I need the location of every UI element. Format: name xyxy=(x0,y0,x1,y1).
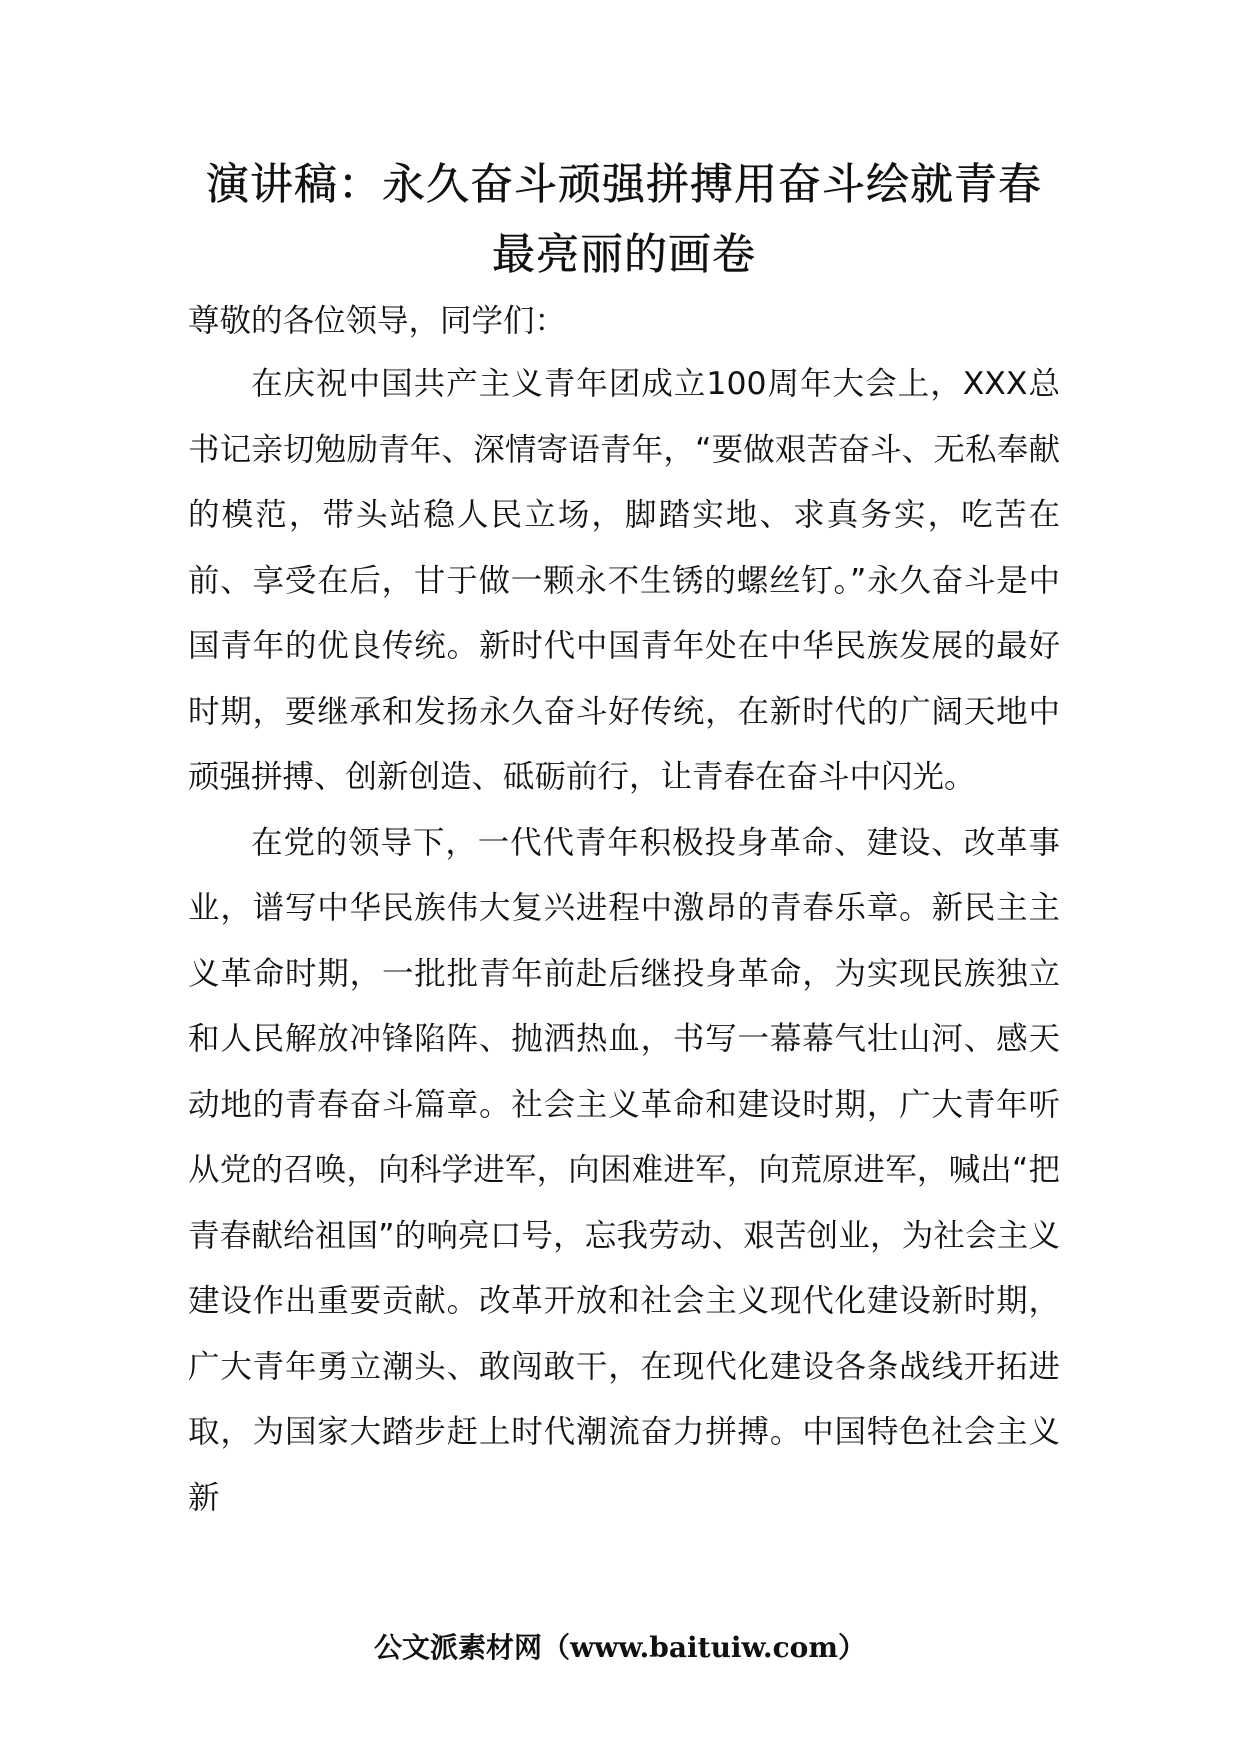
salutation: 尊敬的各位领导，同学们： xyxy=(188,303,567,339)
paragraph-1: 在庆祝中国共产主义青年团成立100周年大会上，XXX总书记亲切勉励青年、深情寄语青年，“要做艰苦奋斗、无私奉献的模范，带头站稳人民立场，脚踏实地、求真务实，吃苦在前、享受在后，甘于做一颗永不生锈的螺丝钉。”永久奋斗是中国青年的优良传统。新时代中国青年处在中华民族发展的最好时期，要继承和发扬永久奋斗好传统，在新时代的广阔天地中顽强拼搏、创新创造、砥砺前行，让青春在奋斗中闪光。 xyxy=(188,366,1060,795)
document-title: 演讲稿：永久奋斗顽强拼搏用奋斗绘就青春最亮丽的画卷 xyxy=(206,160,1042,280)
document-body xyxy=(188,150,1060,1531)
footer-watermark: 公文派素材网（www.baituiw.com） xyxy=(374,1631,866,1664)
paragraph-2: 在党的领导下，一代代青年积极投身革命、建设、改革事业，谱写中华民族伟大复兴进程中激昂的青春乐章。新民主主义革命时期，一批批青年前赴后继投身革命，为实现民族独立和人民解放冲锋陷阵、抛洒热血，书写一幕幕气壮山河、感天动地的青春奋斗篇章。社会主义革命和建设时期，广大青年听从党的召唤，向科学进军，向困难进军，向荒原进军，喊出“把青春献给祖国”的响亮口号，忘我劳动、艰苦创业，为社会主义建设作出重要贡献。改革开放和社会主义现代化建设新时期，广大青年勇立潮头、敢闯敢干，在现代化建设各条战线开拓进取，为国家大踏步赶上时代潮流奋力拼搏。中国特色社会主义新 xyxy=(188,824,1060,1516)
